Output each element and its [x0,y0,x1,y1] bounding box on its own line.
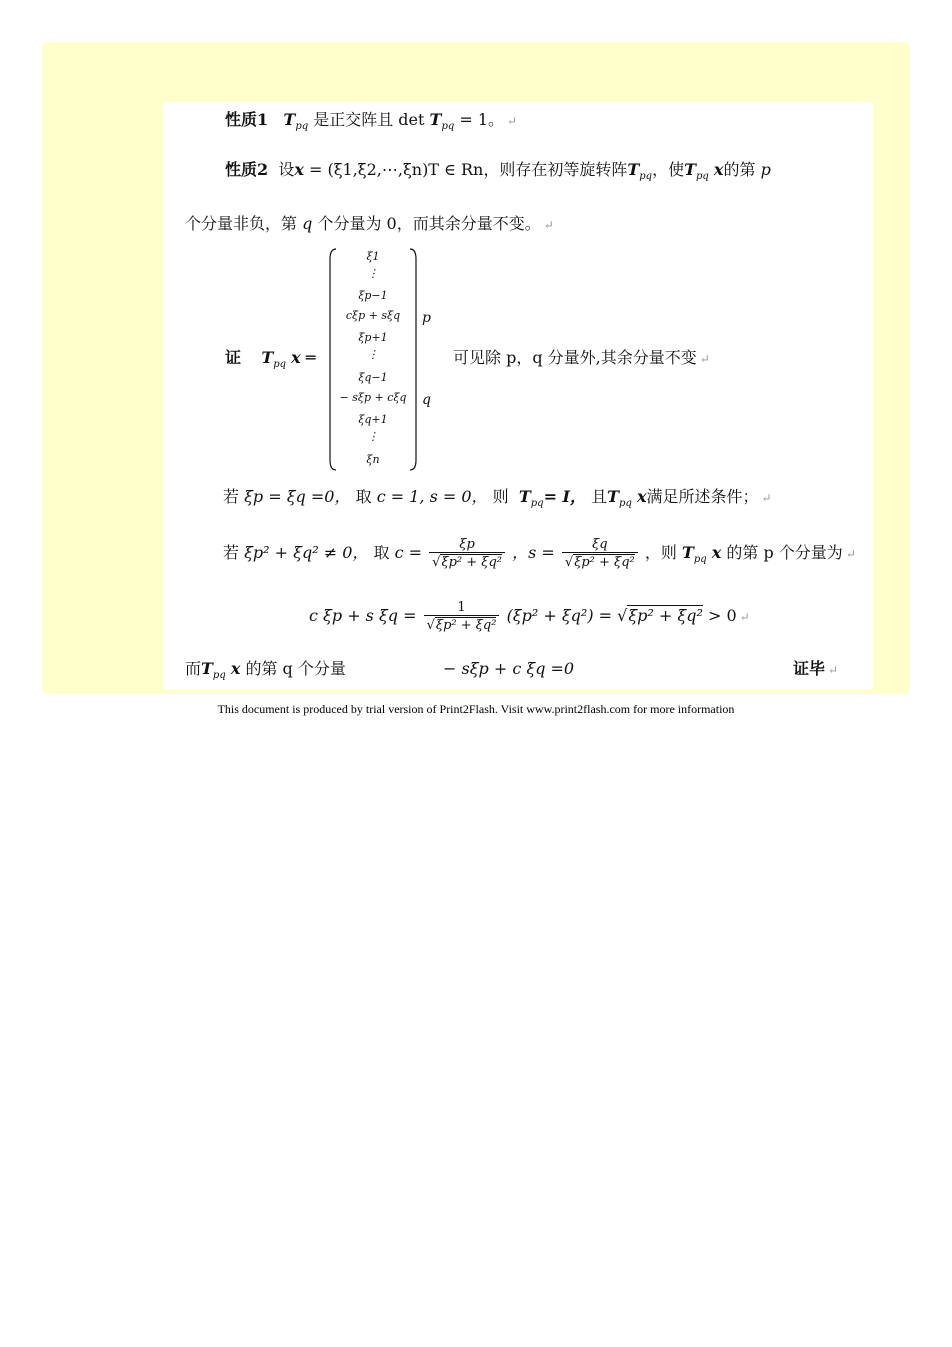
matrix-row: ξq+1 [358,413,388,426]
row-label-p: p [422,310,431,326]
sqrt-icon: √ [426,617,435,633]
vector-symbol: x [711,543,722,562]
case-2-pre: 若 [223,543,240,562]
subscript: pq [212,670,226,682]
matrix-symbol: T [607,487,620,506]
vector-symbol: x [713,160,724,179]
matrix-symbol: T [518,487,531,506]
matrix-row: ξn [366,453,380,466]
return-mark: ↵ [845,547,856,561]
matrix-symbol: T [283,110,296,129]
case-2-then: ，则 [644,543,677,562]
matrix-row: ⋮ [367,267,379,280]
case-1-and: 且 [591,487,608,506]
case-1-eq-identity: = I， [543,487,587,506]
fraction-denominator [424,615,500,634]
case-2-s-eq: ，s = [512,543,555,562]
last-post: 的第 q 个分量 [245,659,346,678]
equation-lhs: c ξp + s ξq = [309,606,417,625]
equation-mid: (ξp² + ξq²) = [506,606,613,625]
radicand: ξp² + ξq² [574,554,635,570]
fraction-denominator [429,552,505,571]
fraction-s [562,537,638,571]
subscript: pq [696,171,709,183]
case-1-rest: 满足所述条件； [646,487,759,506]
matrix-row: ξp−1 [358,289,388,302]
case-1-pre: 若 [223,487,240,506]
return-mark: ↵ [543,218,554,232]
fraction-numerator: 1 [457,599,466,615]
rotation-result-matrix [328,247,418,472]
sqrt-icon: √ [564,554,574,570]
fraction-numerator: ξp [459,536,475,552]
property-2-mid: ，则存在初等旋转阵 [483,160,628,179]
return-mark: ↵ [828,663,839,677]
row-label-q: q [422,392,431,408]
property-2-vector: = (ξ1,ξ2,⋯,ξn)T ∈ Rn [308,160,484,179]
radicand: ξp² + ξq² [628,606,703,625]
subscript: pq [639,171,653,183]
property-1-eq: = 1。 [459,110,505,129]
second-component-line [185,659,346,686]
return-mark: ↵ [507,114,518,128]
return-mark: ↵ [739,610,750,624]
vector-symbol: x [230,659,241,678]
fraction-denominator [562,552,638,571]
case-1-vals: c = 1, s = 0， [376,487,488,506]
vector-symbol: x [291,348,301,367]
equation-rhs: > 0 [707,606,737,625]
proof-lhs: 证 $T_{pq}$ x ═ [225,348,316,371]
case-1-then: 则 [492,487,509,506]
qed-label: 证毕 [793,659,826,678]
equation-first-component [309,590,750,643]
case-2-c-eq: c = [394,543,423,562]
proof-remark-line [453,348,710,369]
case-1-line [223,487,772,514]
matrix-row: ξp+1 [358,331,388,344]
case-2-line [223,527,856,586]
last-pre: 而 [185,659,202,678]
index-p: p [760,160,771,179]
matrix-symbol: T [261,348,274,367]
qed-line [793,659,838,680]
document-page [163,102,873,690]
subscript: pq [619,498,632,510]
matrix-row: cξp + sξq [345,309,401,322]
return-mark: ↵ [761,491,772,505]
subscript: pq [441,121,455,133]
matrix-row: − sξp + cξq [339,391,407,404]
property-1-line [225,110,517,137]
subscript: pq [693,554,707,566]
sqrt-icon: √ [617,606,628,625]
subscript: pq [273,359,287,371]
property-2-mid2: ，使 [652,160,685,179]
property-2-pre: 设 [278,160,295,179]
case-1-take: 取 [355,487,372,506]
index-q: q [302,214,313,233]
matrix-row: ⋮ [367,430,379,443]
case-1-cond: ξp = ξq =0， [244,487,351,506]
vector-symbol: x [636,487,647,506]
second-component-expr: − sξp + c ξq =0 [443,659,575,678]
case-2-rest: 的第 p 个分量为 [726,543,843,562]
return-mark: ↵ [699,352,710,366]
property-1-text: 是正交阵且 det [313,110,425,129]
vector-symbol: x [294,160,304,179]
trial-footer: This document is produced by trial version of Print2Flash. Visit www.print2flash.com for more information [217,702,735,716]
matrix-row: ξ1 [366,250,380,263]
property-2-line-2 [185,214,554,235]
matrix-symbol: T [201,659,213,678]
property-1-label: 性质1 [225,110,269,129]
radicand: ξp² + ξq² [435,617,497,633]
matrix-row: ⋮ [367,348,379,361]
subscript: pq [295,121,309,133]
sqrt-icon: √ [432,554,441,570]
matrix-symbol: T [681,543,694,562]
case-2-take: 取 [373,543,390,562]
fraction-one-over-norm [424,600,500,634]
matrix-symbol: T [627,160,640,179]
proof-label: 证 [225,348,242,367]
case-2-cond: ξp² + ξq² ≠ 0， [244,543,369,562]
document-frame [42,42,910,694]
property-2-line2: 个分量非负，第 [185,214,298,233]
property-2-post: 的第 [723,160,756,179]
proof-remark: 可见除 p，q 分量外,其余分量不变 [453,348,697,367]
property-2-line2b: 个分量为 0，而其余分量不变。 [317,214,541,233]
subscript: pq [530,498,544,510]
property-2-line [225,160,771,187]
fraction-c [429,537,505,571]
matrix-row: ξq−1 [358,371,388,384]
fraction-numerator: ξq [592,536,608,552]
matrix-symbol: T [429,110,442,129]
property-2-label: 性质2 [225,160,269,179]
radicand: ξp² + ξq² [441,554,502,570]
matrix-symbol: T [684,160,696,179]
